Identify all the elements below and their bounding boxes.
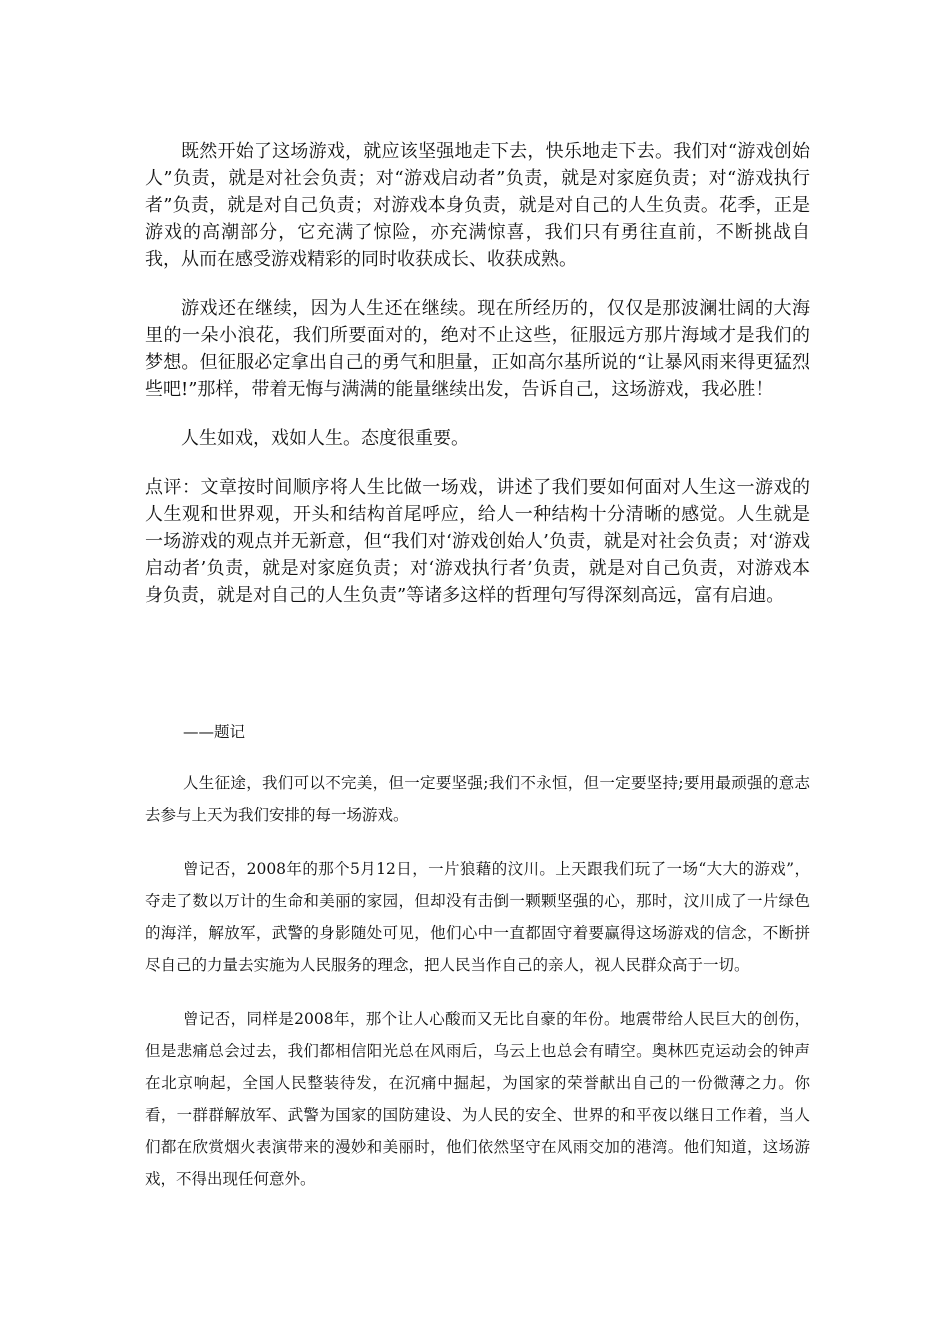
epigraph-note: ——题记: [183, 723, 246, 741]
essay-section-2: [145, 719, 810, 1195]
paragraph: 人生如戏，戏如人生。态度很重要。: [181, 428, 469, 449]
paragraph: 游戏还在继续，因为人生还在继续。现在所经历的，仅仅是那波澜壮阔的大海里的一朵小浪花，我们所要面对的，绝对不止这些，征服远方那片海域才是我们的梦想。但征服必定拿出自己的勇气和胆量，正如高尔基所说的“让暴风雨来得更猛烈些吧!”那样，带着无悔与满满的能量继续出发，告诉自己，这场游戏，我必胜！: [145, 298, 810, 400]
paragraph: 人生征途，我们可以不完美，但一定要坚强;我们不永恒，但一定要坚持;要用最顽强的意志去参与上天为我们安排的每一场游戏。: [145, 774, 810, 824]
paragraph: 既然开始了这场游戏，就应该坚强地走下去，快乐地走下去。我们对“游戏创始人”负责，就是对社会负责；对“游戏启动者”负责，就是对家庭负责；对“游戏执行者”负责，就是对自己负责；对游戏本身负责，就是对自己的人生负责。花季，正是游戏的高潮部分，它充满了惊险，亦充满惊喜，我们只有勇往直前，不断挑战自我，从而在感受游戏精彩的同时收获成长、收获成熟。: [145, 141, 810, 270]
paragraph: 曾记否，同样是2008年，那个让人心酸而又无比自豪的年份。地震带给人民巨大的创伤，但是悲痛总会过去，我们都相信阳光总在风雨后，乌云上也总会有晴空。奥林匹克运动会的钟声在北京响起，全国人民整装待发，在沉痛中掘起，为国家的荣誉献出自己的一份微薄之力。你看，一群群解放军、武警为国家的国防建设、为人民的安全、世界的和平夜以继日工作着，当人们都在欣赏烟火表演带来的漫妙和美丽时，他们依然坚守在风雨交加的港湾。他们知道，这场游戏，不得出现任何意外。: [145, 1010, 810, 1188]
paragraph: 曾记否，2008年的那个5月12日，一片狼藉的汶川。上天跟我们玩了一场“大大的游戏”，夺走了数以万计的生命和美丽的家园，但却没有击倒一颗颗坚强的心，那时，汶川成了一片绿色的海洋，解放军，武警的身影随处可见，他们心中一直都固守着要赢得这场游戏的信念，不断拼尽自己的力量去实施为人民服务的理念，把人民当作自己的亲人，视人民群众高于一切。: [145, 860, 810, 974]
teacher-comment: 点评：文章按时间顺序将人生比做一场戏，讲述了我们要如何面对人生这一游戏的人生观和世界观，开头和结构首尾呼应，给人一种结构十分清晰的感觉。人生就是一场游戏的观点并无新意，但“我们对‘游戏创始人’负责，就是对社会负责；对‘游戏启动者’负责，就是对家庭负责；对‘游戏执行者’负责，就是对自己负责，对游戏本身负责，就是对自己的人生负责”等诸多这样的哲理句写得深刻高远，富有启迪。: [145, 477, 810, 606]
essay-section-1: [145, 138, 810, 609]
